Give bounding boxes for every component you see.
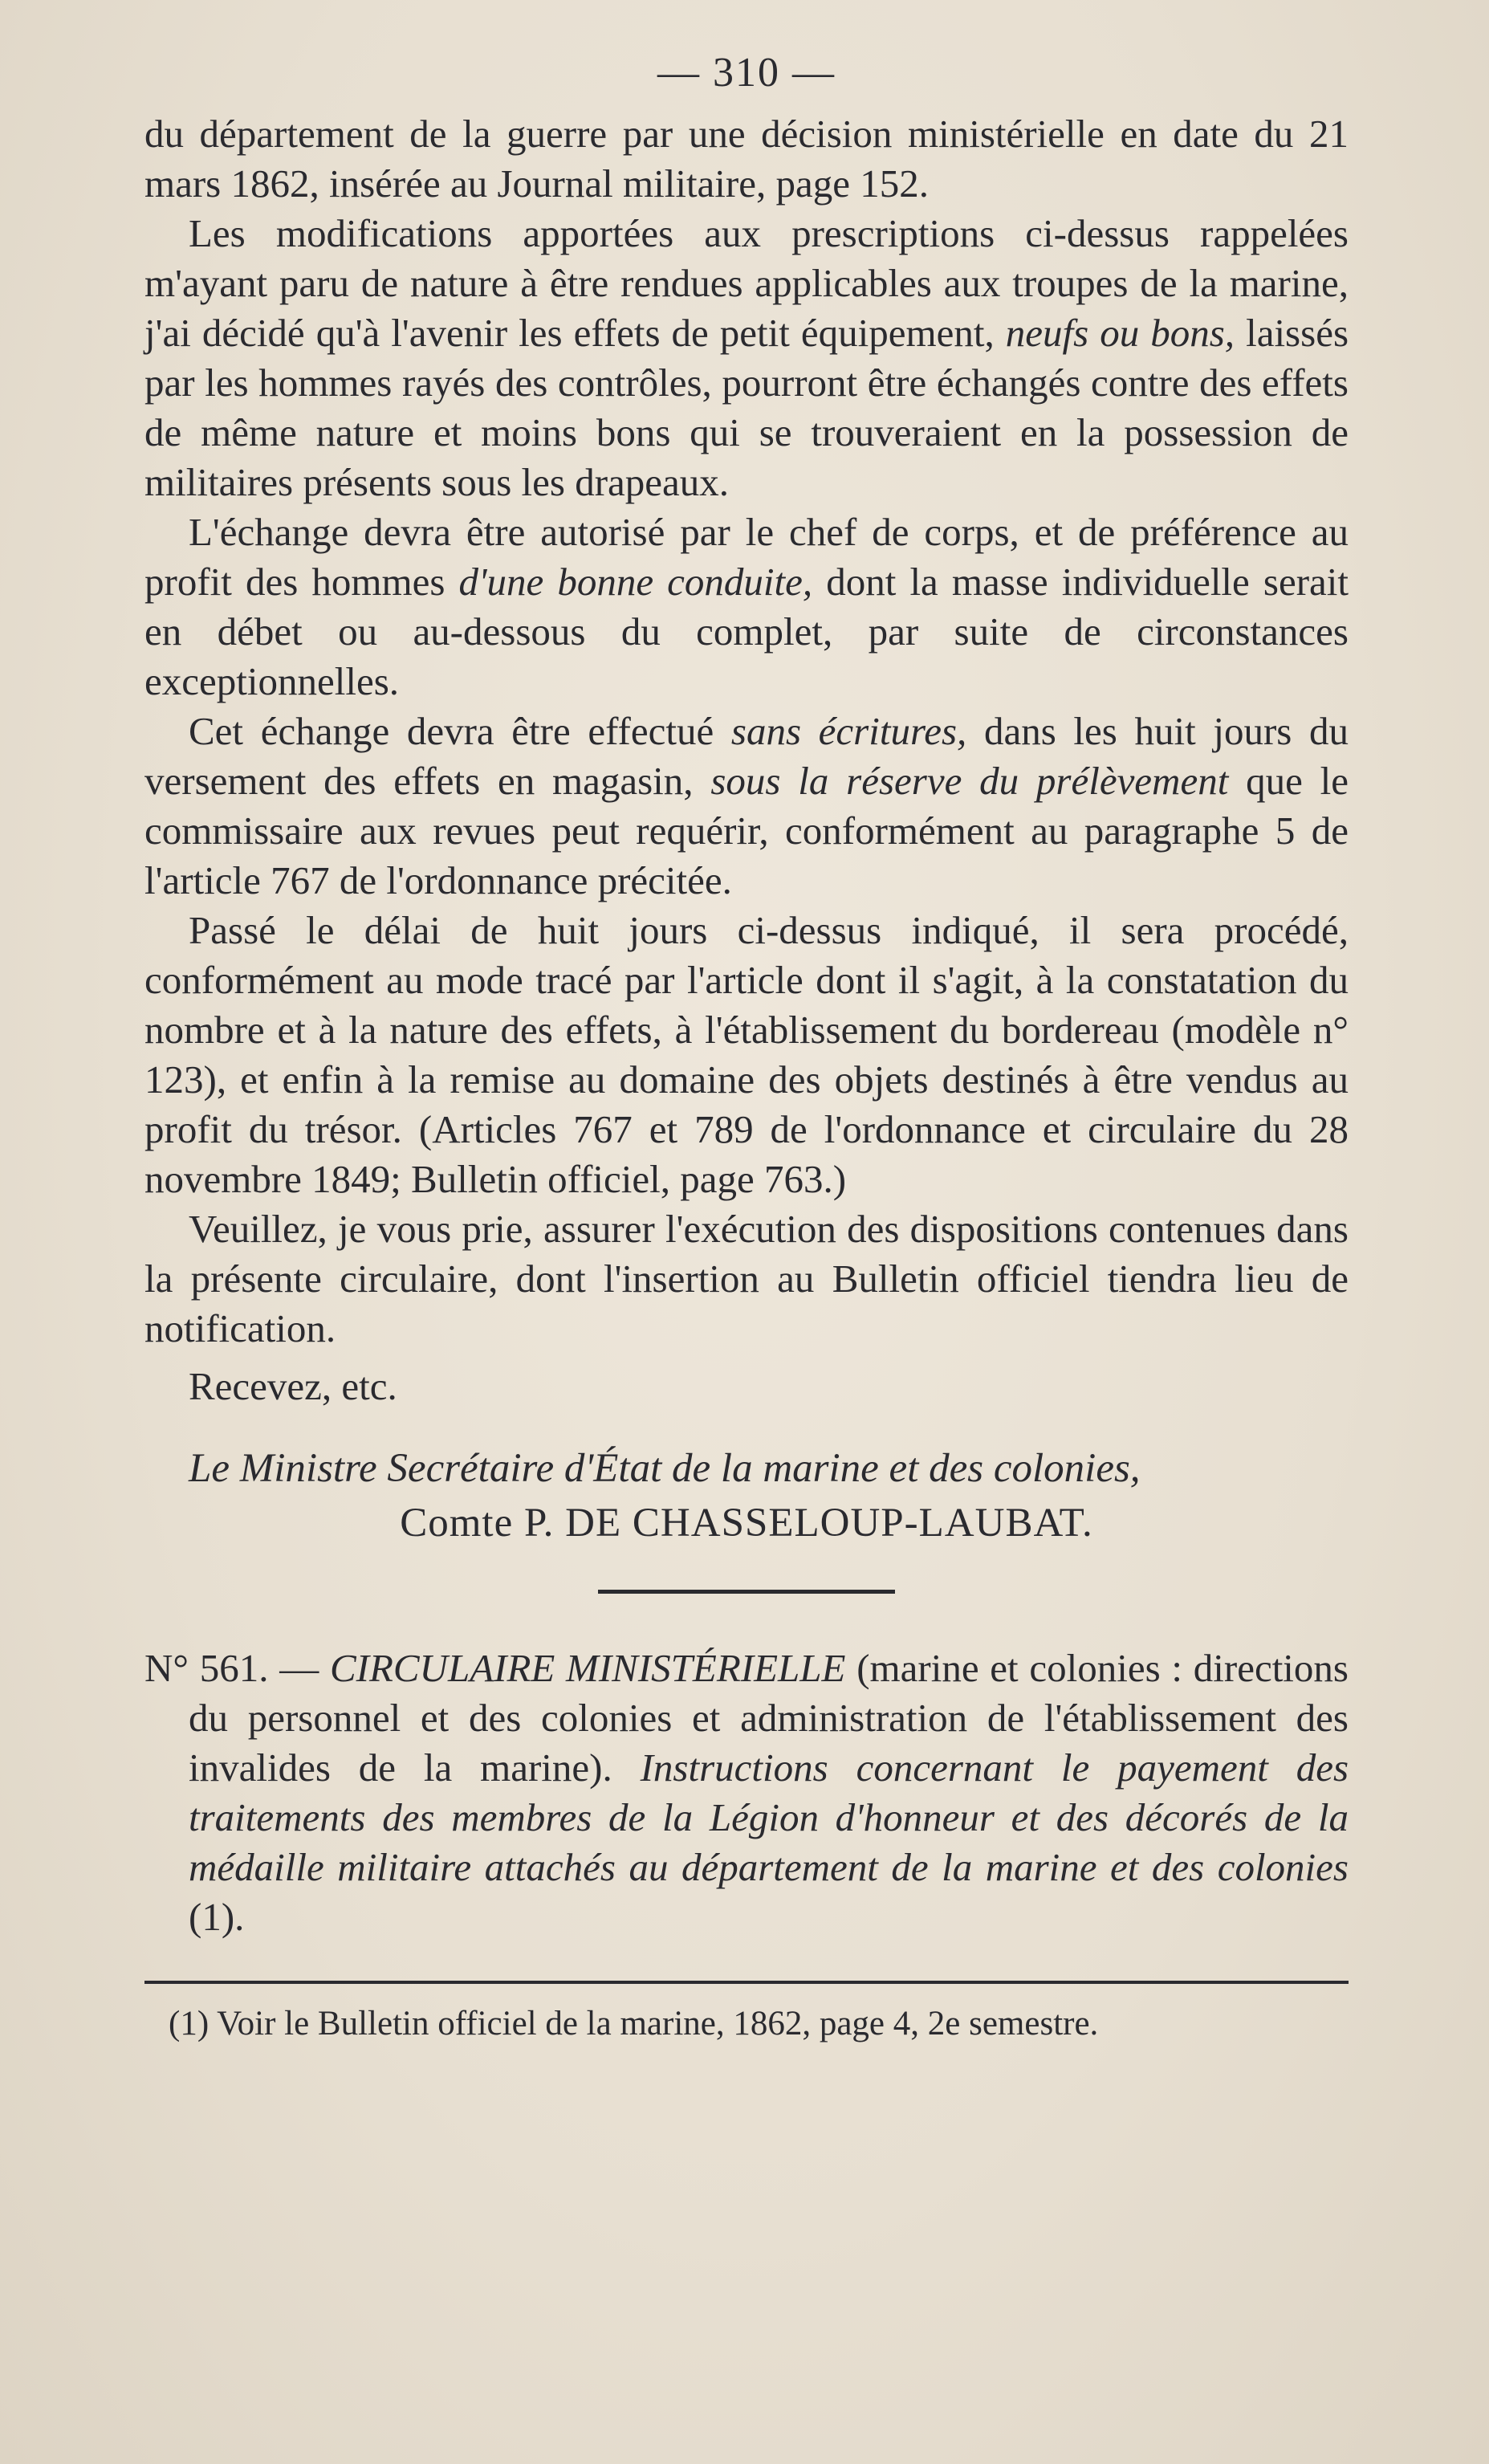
footnote: (1) Voir le Bulletin officiel de la marine, 1862, page 4, 2e semestre. [169,2005,1099,2042]
footnote-reference: (1). [189,1895,245,1939]
circular-body: (marine et colonies : directions du personnel et des colonies et administration de l'établissement des invalides de la marine). [189,1646,1349,1790]
paragraph-echange: L'échange devra être autorisé par le chef de corps, et de préférence au profit des hommes d'une bonne conduite, dont la masse individuelle serait en débet ou au-dessous du complet, par suite de circonstances exceptionnelles. [144,510,1349,703]
footnote-divider [144,1981,1349,1984]
signature-name: Comte P. DE CHASSELOUP-LAUBAT. [400,1501,1093,1546]
signature-block [144,1444,1349,1548]
paragraph-recevez: Recevez, etc. [189,1364,397,1408]
paragraph-delai: Passé le délai de huit jours ci-dessus indiqué, il sera procédé, conformément au mode tracé par l'article dont il s'agit, à la constatation du nombre et à la nature des effets, à l'établissement du bordereau (modèle n° 123), et enfin à la remise au domaine des objets destinés à être vendus au profit du trésor. (Articles 767 et 789 de l'ordonnance et circulaire du 28 novembre 1849; Bulletin officiel, page 763.) [144,908,1349,1201]
paragraph-modifications: Les modifications apportées aux prescriptions ci-dessus rappelées m'ayant paru de nature à être rendues applicables aux troupes de la marine, j'ai décidé qu'à l'avenir les effets de petit équipement, neufs ou bons, laissés par les hommes rayés des contrôles, pourront être échangés contre des effets de même nature et moins bons qui se trouveraient en la possession de militaires présents sous les drapeaux. [144,211,1349,504]
paragraph-effectue: Cet échange devra être effectué sans écritures, dans les huit jours du versement des effets en magasin, sous la réserve du prélèvement que le commissaire aux revues peut requérir, conformément au paragraphe 5 de l'article 767 de l'ordonnance précitée. [144,709,1349,902]
paragraph-veuillez: Veuillez, je vous prie, assurer l'exécution des dispositions contenues dans la présente circulaire, dont l'insertion au Bulletin officiel tiendra lieu de notification. [144,1207,1349,1350]
emphasis-reserve-prelevement: sous la réserve du prélèvement [710,759,1229,803]
circular-number: N° 561. — [144,1646,319,1690]
emphasis-neufs-ou-bons: neufs ou bons, [1005,311,1235,355]
signature-title: Le Ministre Secrétaire d'État de la marine et des colonies, [189,1446,1141,1491]
circular-subject: Instructions concernant le payement des traitements des membres de la Légion d'honneur et des décorés de la médaille militaire attachés au département de la marine et des colonies [189,1745,1349,1889]
page-number: — 310 — [657,50,836,96]
section-divider [598,1590,895,1594]
paragraph-continuation: du département de la guerre par une décision ministérielle en date du 21 mars 1862, insérée au Journal militaire, page 152. [144,112,1349,206]
circular-entry [144,1643,1349,1942]
emphasis-bonne-conduite: d'une bonne conduite, [458,560,813,604]
emphasis-sans-ecritures: sans écritures, [730,709,967,753]
text-block [144,48,1349,2047]
circular-heading: CIRCULAIRE MINISTÉRIELLE [329,1646,846,1690]
